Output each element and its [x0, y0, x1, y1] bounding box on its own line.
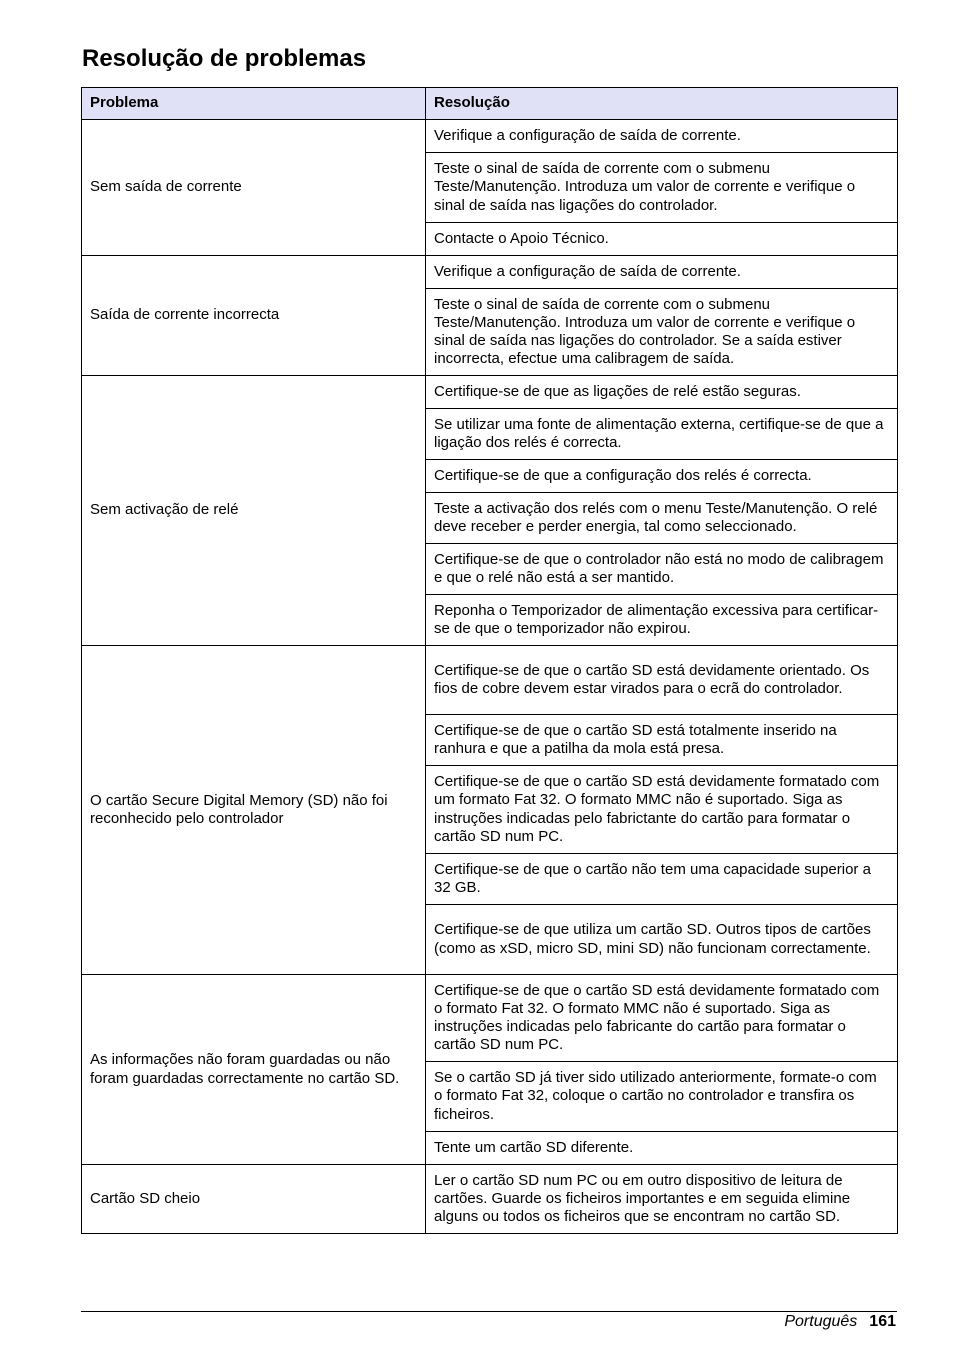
- table-row: [82, 376, 898, 409]
- problem-cell: As informações não foram guardadas ou não foram guardadas correctamente no cartão SD.: [82, 975, 426, 1165]
- solution-cell: Certifique-se de que as ligações de relé estão seguras.: [426, 376, 898, 409]
- table-row: [82, 975, 898, 1062]
- page-footer: [784, 1312, 896, 1332]
- solution-cell: Contacte o Apoio Técnico.: [426, 223, 898, 256]
- problem-cell: Saída de corrente incorrecta: [82, 256, 426, 376]
- problem-cell: Sem saída de corrente: [82, 120, 426, 256]
- solution-cell: Teste o sinal de saída de corrente com o submenu Teste/Manutenção. Introduza um valor de corrente e verifique o sinal de saída nas ligações do controlador. Se a saída estiver incorrecta, efectue uma calibragem de saída.: [426, 289, 898, 376]
- footer-language: Português: [784, 1313, 858, 1330]
- solution-cell: Verifique a configuração de saída de corrente.: [426, 256, 898, 289]
- solution-cell: Teste a activação dos relés com o menu Teste/Manutenção. O relé deve receber e perder energia, tal como seleccionado.: [426, 493, 898, 544]
- solution-cell: Certifique-se de que o cartão SD está devidamente orientado. Os fios de cobre devem estar virados para o ecrã do controlador.: [426, 646, 898, 715]
- solution-cell: Certifique-se de que utiliza um cartão SD. Outros tipos de cartões (como as xSD, micro SD, mini SD) não funcionam correctamente.: [426, 905, 898, 975]
- solution-cell: Certifique-se de que o cartão SD está devidamente formatado com o formato Fat 32. O formato MMC não é suportado. Siga as instruções indicadas pelo fabricante do cartão para formatar o cartão SD num PC.: [426, 975, 898, 1062]
- table-row: [82, 256, 898, 289]
- solution-cell: Certifique-se de que o cartão SD está totalmente inserido na ranhura e que a patilha da mola está presa.: [426, 715, 898, 766]
- solution-cell: Se o cartão SD já tiver sido utilizado anteriormente, formate-o com o formato Fat 32, coloque o cartão no controlador e transfira os ficheiros.: [426, 1062, 898, 1132]
- solution-cell: Tente um cartão SD diferente.: [426, 1132, 898, 1165]
- solution-cell: Certifique-se de que o controlador não está no modo de calibragem e que o relé não está a ser mantido.: [426, 544, 898, 595]
- solution-cell: Certifique-se de que o cartão não tem uma capacidade superior a 32 GB.: [426, 854, 898, 905]
- page-number: 161: [869, 1313, 896, 1330]
- table-row: [82, 646, 898, 715]
- solution-cell: Reponha o Temporizador de alimentação excessiva para certificar-se de que o temporizador não expirou.: [426, 595, 898, 646]
- solution-cell: Teste o sinal de saída de corrente com o submenu Teste/Manutenção. Introduza um valor de corrente e verifique o sinal de saída nas ligações do controlador.: [426, 153, 898, 223]
- table-row: [82, 1165, 898, 1234]
- solution-cell: Ler o cartão SD num PC ou em outro dispositivo de leitura de cartões. Guarde os ficheiros importantes e em seguida elimine alguns ou todos os ficheiros que se encontram no cartão SD.: [426, 1165, 898, 1234]
- solution-cell: Verifique a configuração de saída de corrente.: [426, 120, 898, 153]
- troubleshooting-table: [81, 87, 898, 1234]
- solution-cell: Se utilizar uma fonte de alimentação externa, certifique-se de que a ligação dos relés é correcta.: [426, 409, 898, 460]
- footer-divider: [81, 1311, 897, 1312]
- table-header-row: [82, 88, 898, 120]
- table-row: [82, 120, 898, 153]
- solution-cell: Certifique-se de que a configuração dos relés é correcta.: [426, 460, 898, 493]
- header-resolution: Resolução: [426, 88, 898, 120]
- problem-cell: Sem activação de relé: [82, 376, 426, 646]
- problem-cell: O cartão Secure Digital Memory (SD) não foi reconhecido pelo controlador: [82, 646, 426, 975]
- header-problem: Problema: [82, 88, 426, 120]
- problem-cell: Cartão SD cheio: [82, 1165, 426, 1234]
- page-title: Resolução de problemas: [82, 45, 367, 72]
- solution-cell: Certifique-se de que o cartão SD está devidamente formatado com um formato Fat 32. O formato MMC não é suportado. Siga as instruções indicadas pelo fabrictante do cartão para formatar o cartão SD num PC.: [426, 766, 898, 854]
